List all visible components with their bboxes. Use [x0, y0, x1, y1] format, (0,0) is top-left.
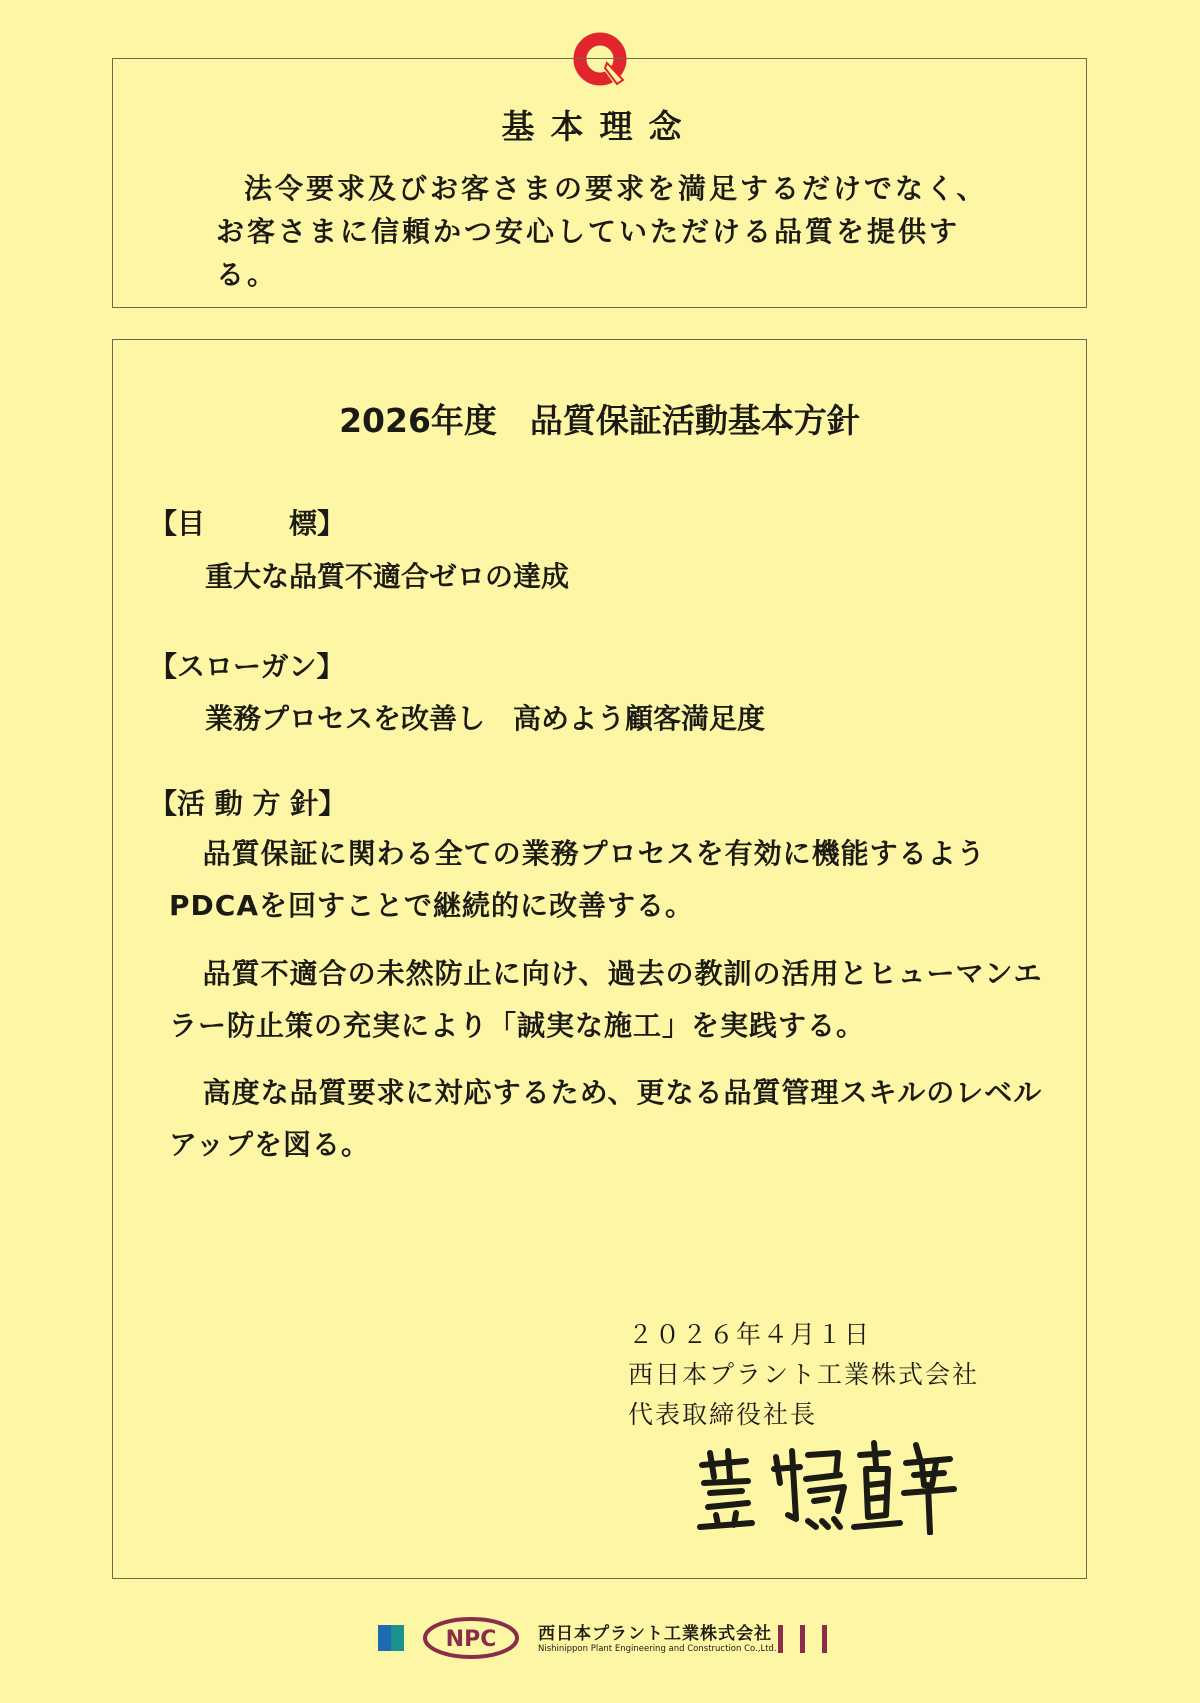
handwritten-signature: [688, 1435, 958, 1535]
signer-position: 代表取締役社長: [628, 1400, 818, 1429]
slogan-heading: 【スローガン】: [149, 650, 345, 683]
policy-box: [112, 339, 1087, 1579]
footer-company-jp: 西日本プラント工業株式会社: [538, 1624, 772, 1644]
npc-logo-text: NPC: [445, 1627, 497, 1652]
footer: [0, 1605, 1200, 1665]
issue-date: ２０２６年４月１日: [628, 1320, 872, 1349]
signature-block: [628, 1315, 979, 1435]
activity-paragraph-2: 品質不適合の未然防止に向け、過去の教訓の活用とヒューマンエラー防止策の充実により「誠実な施工」を実践する。: [169, 957, 1043, 1042]
goal-text: 重大な品質不適合ゼロの達成: [205, 560, 570, 593]
activity-paragraph-3: 高度な品質要求に対応するため、更なる品質管理スキルのレベルアップを図る。: [169, 1076, 1043, 1161]
company-name: 西日本プラント工業株式会社: [628, 1360, 980, 1389]
npc-logo: [420, 1615, 522, 1661]
goal-heading: 【目 標】: [149, 507, 346, 540]
footer-company-en: Nishinippon Plant Engineering and Construction Co.,Ltd.: [538, 1644, 777, 1654]
philosophy-text: 法令要求及びお客さまの要求を満足するだけでなく、お客さまに信頼かつ安心していただける品質を提供する。: [216, 172, 988, 291]
activity-paragraph-1: 品質保証に関わる全ての業務プロセスを有効に機能するようPDCAを回すことで継続的に改善する。: [169, 837, 986, 922]
activities-heading: 【活 動 方 針】: [149, 787, 347, 820]
philosophy-box: [112, 58, 1087, 308]
square-brand-icon: [378, 1625, 404, 1651]
policy-title: 2026年度 品質保証活動基本方針: [339, 401, 860, 440]
philosophy-title: 基本理念: [501, 107, 698, 146]
vertical-bars-icon: [778, 1625, 838, 1653]
slogan-text: 業務プロセスを改善し 高めよう顧客満足度: [205, 702, 766, 735]
